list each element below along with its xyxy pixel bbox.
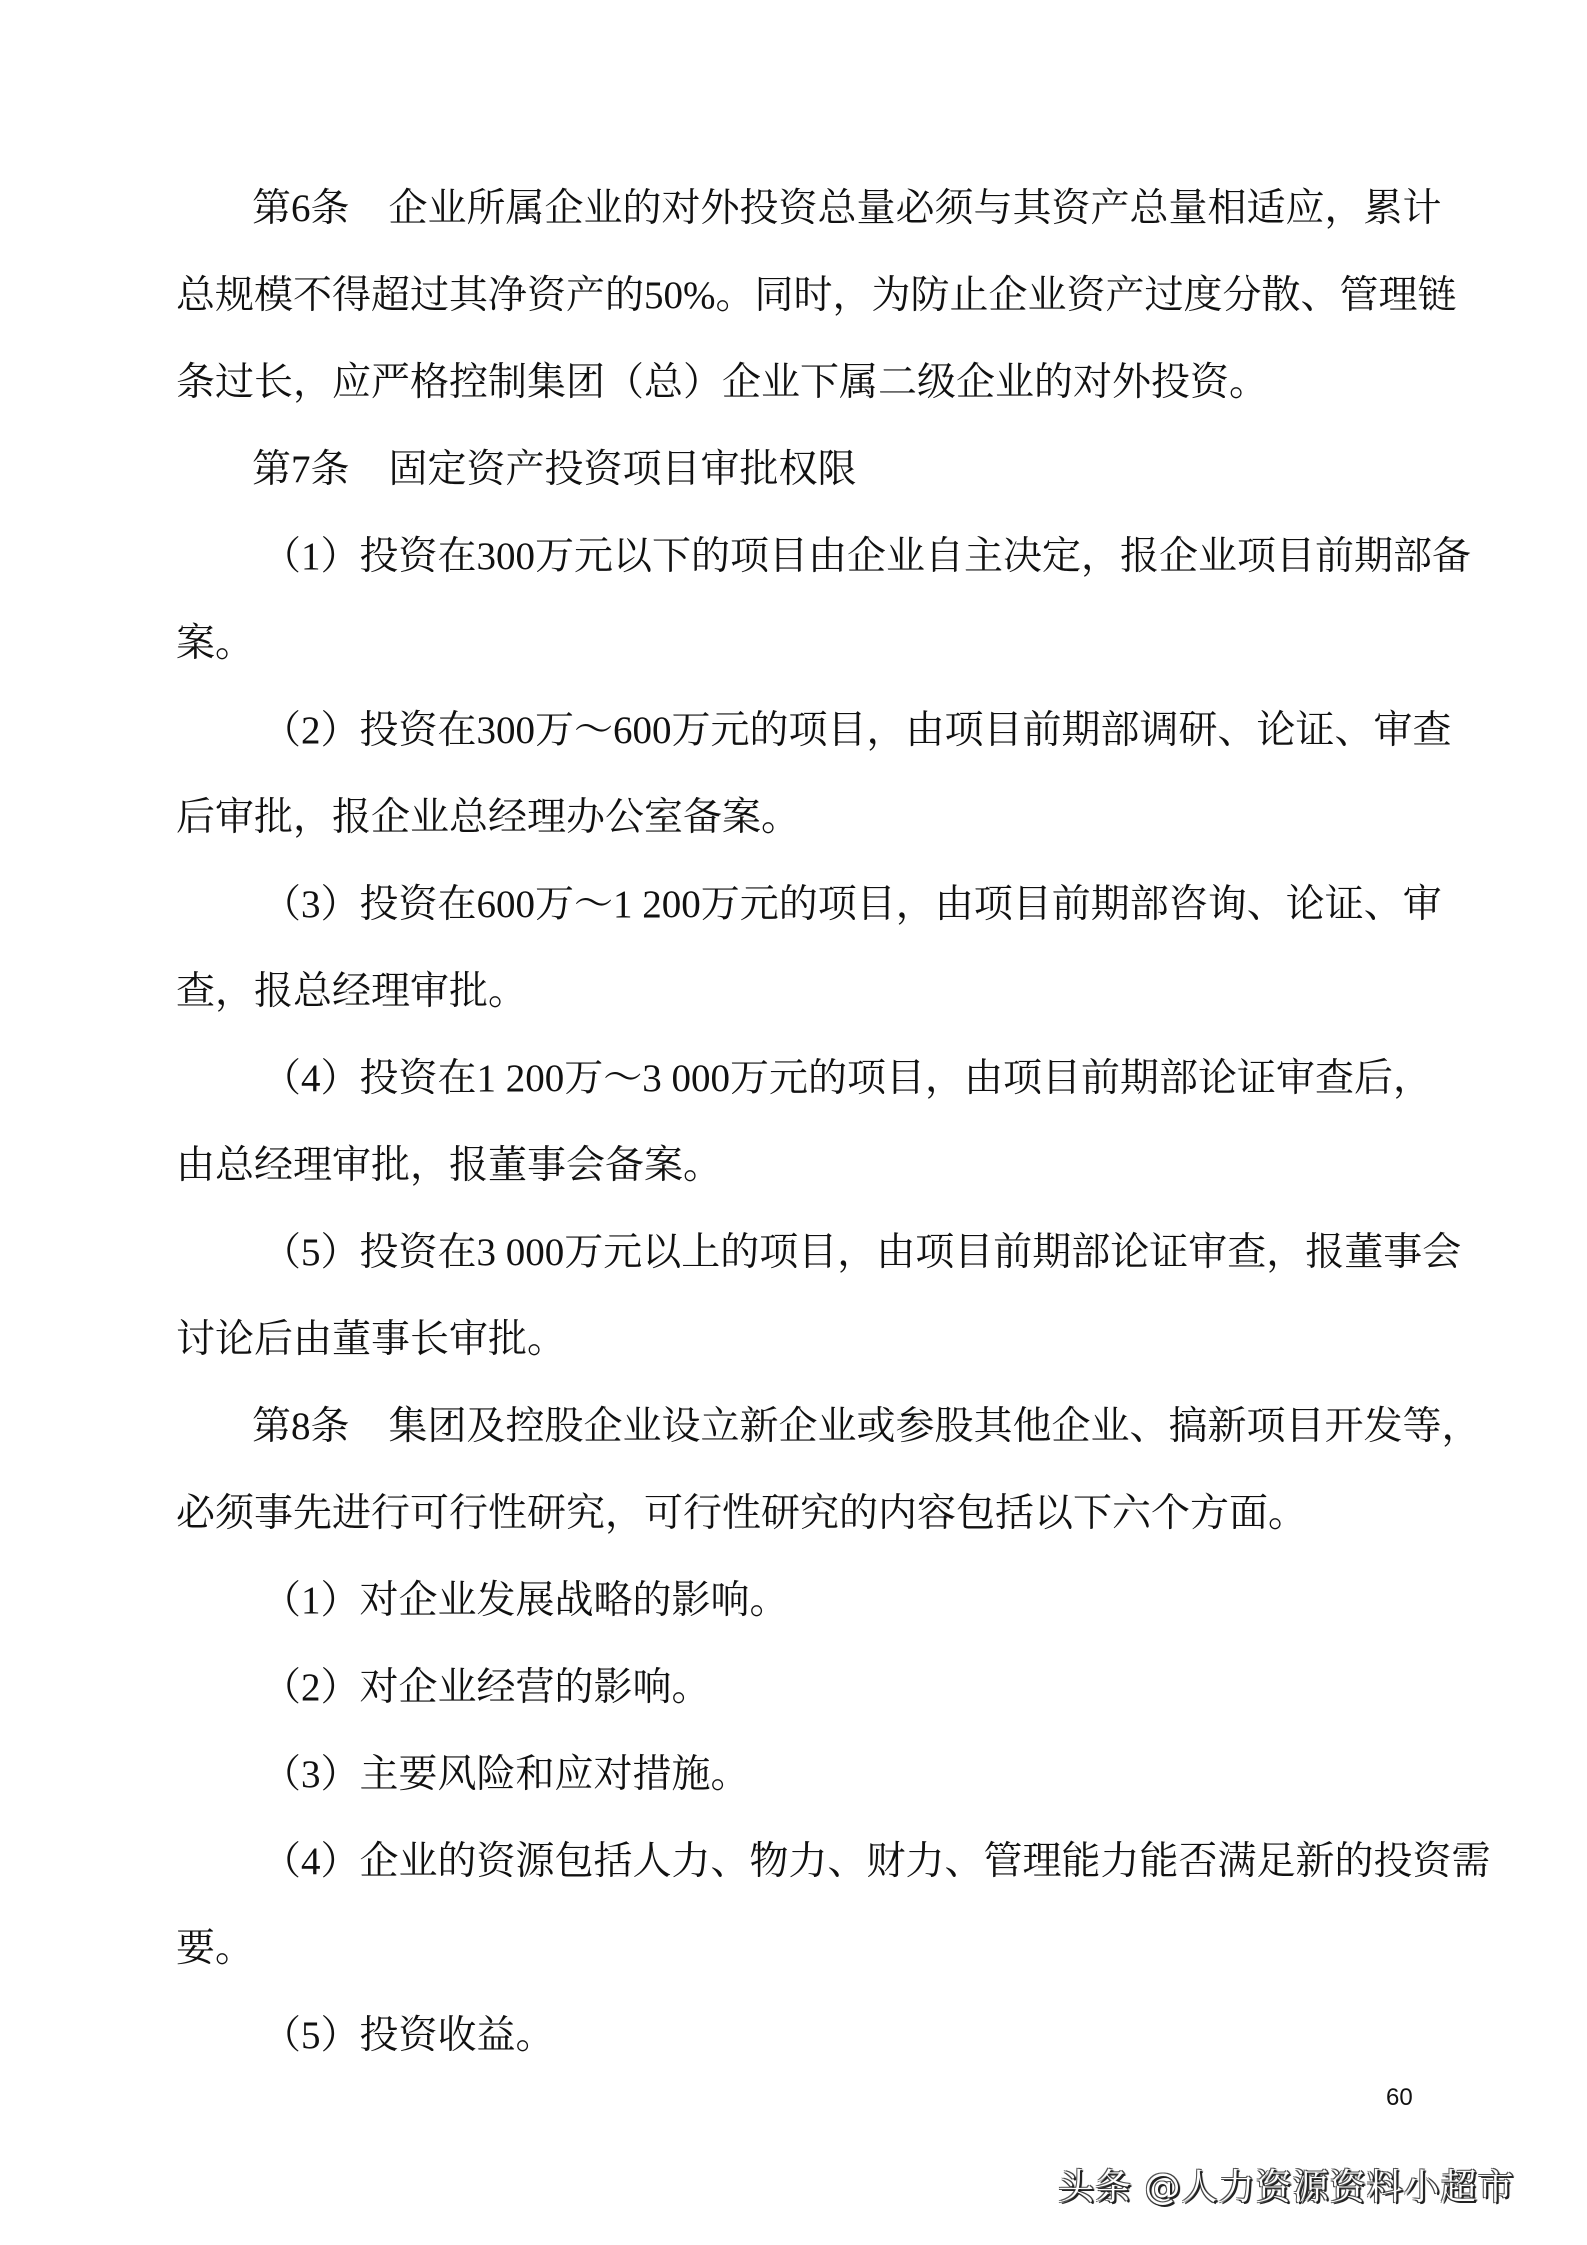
article-7-item-4-line-1: （4）投资在1 200万～3 000万元的项目，由项目前期部论证审查后， bbox=[262, 1057, 1433, 1100]
article-7-item-1-line-2: 案。 bbox=[176, 622, 255, 665]
article-8-line-2: 必须事先进行可行性研究，可行性研究的内容包括以下六个方面。 bbox=[176, 1492, 1308, 1535]
article-6-line-1: 第6条 企业所属企业的对外投资总量必须与其资产总量相适应，累计 bbox=[252, 187, 1442, 230]
page-number: 60 bbox=[1386, 2084, 1413, 2111]
watermark: 头条 @人力资源资料小超市 bbox=[1058, 2167, 1515, 2208]
article-8-line-1: 第8条 集团及控股企业设立新企业或参股其他企业、搞新项目开发等， bbox=[252, 1405, 1481, 1448]
article-8-item-3: （3）主要风险和应对措施。 bbox=[262, 1753, 750, 1796]
article-6-line-3: 条过长，应严格控制集团（总）企业下属二级企业的对外投资。 bbox=[176, 361, 1269, 404]
article-8-item-2: （2）对企业经营的影响。 bbox=[262, 1666, 711, 1709]
article-7-item-2-line-1: （2）投资在300万～600万元的项目，由项目前期部调研、论证、审查 bbox=[262, 709, 1452, 752]
article-6-line-2: 总规模不得超过其净资产的50%。同时，为防止企业资产过度分散、管理链 bbox=[176, 274, 1457, 317]
article-8-item-1: （1）对企业发展战略的影响。 bbox=[262, 1579, 789, 1622]
article-8-item-5: （5）投资收益。 bbox=[262, 2014, 555, 2057]
article-7-item-4-line-2: 由总经理审批，报董事会备案。 bbox=[176, 1144, 723, 1187]
article-7-item-2-line-2: 后审批，报企业总经理办公室备案。 bbox=[176, 796, 801, 839]
article-7-item-3-line-2: 查，报总经理审批。 bbox=[176, 970, 528, 1013]
article-8-item-4-line-2: 要。 bbox=[176, 1927, 255, 1970]
article-7-item-3-line-1: （3）投资在600万～1 200万元的项目，由项目前期部咨询、论证、审 bbox=[262, 883, 1442, 926]
article-7-item-5-line-1: （5）投资在3 000万元以上的项目，由项目前期部论证审查，报董事会 bbox=[262, 1231, 1462, 1274]
article-8-item-4-line-1: （4）企业的资源包括人力、物力、财力、管理能力能否满足新的投资需 bbox=[262, 1840, 1491, 1883]
article-7-item-1-line-1: （1）投资在300万元以下的项目由企业自主决定，报企业项目前期部备 bbox=[262, 535, 1472, 578]
article-7-item-5-line-2: 讨论后由董事长审批。 bbox=[176, 1318, 567, 1361]
article-7-heading: 第7条 固定资产投资项目审批权限 bbox=[252, 448, 857, 491]
